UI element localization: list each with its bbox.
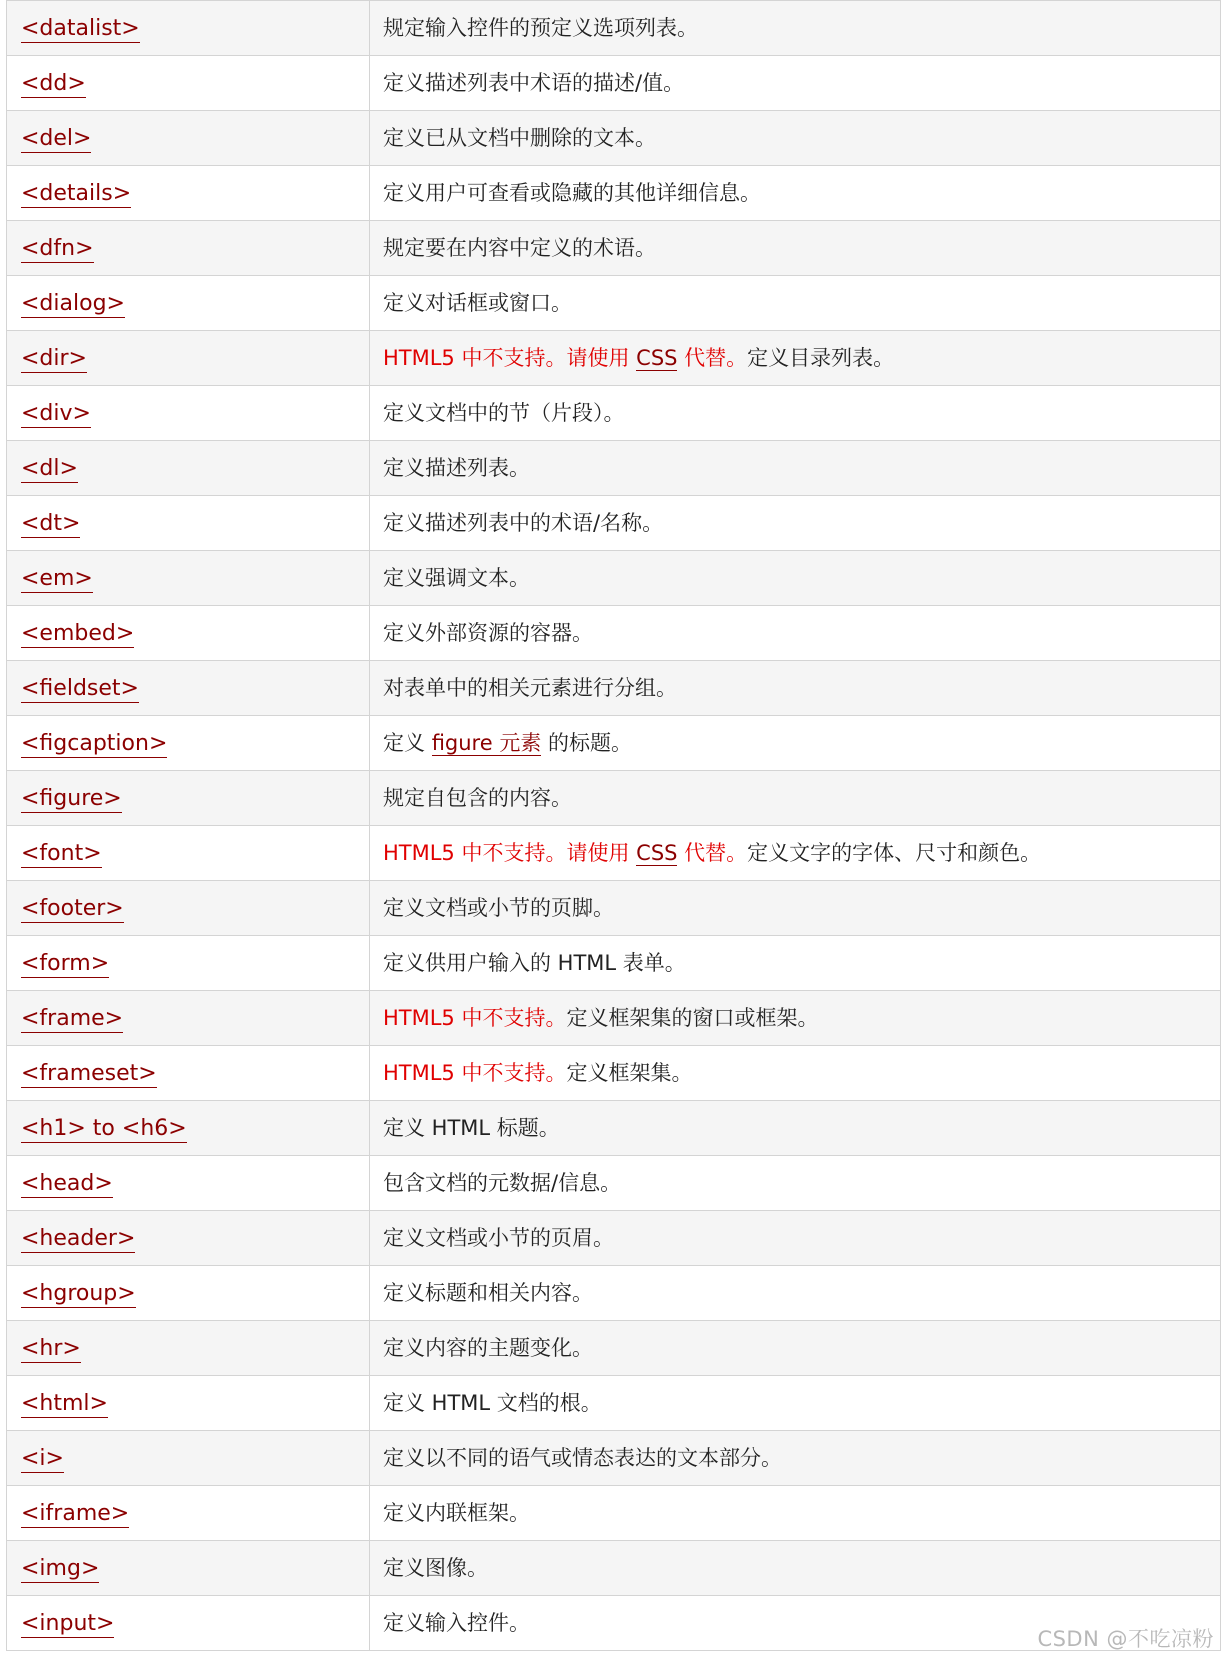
tag-link[interactable]: <div> [21, 400, 91, 426]
tag-cell [7, 1321, 370, 1376]
table-row [7, 1211, 1221, 1266]
tag-link[interactable]: <em> [21, 565, 93, 591]
table-row [7, 1046, 1221, 1101]
description-cell [370, 1321, 1221, 1376]
table-row [7, 1, 1221, 56]
tag-link[interactable]: <figure> [21, 785, 122, 811]
description-link[interactable]: CSS [636, 346, 678, 370]
tag-cell [7, 661, 370, 716]
tag-cell [7, 1596, 370, 1651]
description-cell [370, 331, 1221, 386]
deprecation-note: 代替。 [677, 346, 748, 370]
table-row [7, 441, 1221, 496]
tag-link[interactable]: <i> [21, 1445, 64, 1471]
description-cell [370, 1541, 1221, 1596]
table-row [7, 1101, 1221, 1156]
tag-cell [7, 331, 370, 386]
table-row [7, 1541, 1221, 1596]
tag-cell [7, 771, 370, 826]
table-row [7, 1156, 1221, 1211]
table-row [7, 881, 1221, 936]
table-row [7, 56, 1221, 111]
table-row [7, 331, 1221, 386]
description-text: 定义文字的字体、尺寸和颜色。 [747, 841, 1042, 865]
description-text: 定义强调文本。 [383, 566, 530, 590]
tag-link[interactable]: <dt> [21, 510, 81, 536]
tag-cell [7, 441, 370, 496]
tag-link[interactable]: <frame> [21, 1005, 124, 1031]
tag-cell [7, 111, 370, 166]
tag-link[interactable]: <form> [21, 950, 110, 976]
description-text: 定义内联框架。 [383, 1501, 530, 1525]
table-row [7, 771, 1221, 826]
tag-link[interactable]: <dd> [21, 70, 86, 96]
description-cell [370, 276, 1221, 331]
description-cell [370, 1211, 1221, 1266]
tag-link[interactable]: <dl> [21, 455, 78, 481]
tag-cell [7, 1156, 370, 1211]
description-cell [370, 991, 1221, 1046]
tag-link[interactable]: <iframe> [21, 1500, 130, 1526]
deprecation-note: HTML5 中不支持。 [383, 1006, 567, 1030]
table-row [7, 221, 1221, 276]
description-cell [370, 496, 1221, 551]
tag-link[interactable]: <hgroup> [21, 1280, 136, 1306]
table-row [7, 111, 1221, 166]
tag-link[interactable]: <embed> [21, 620, 135, 646]
table-row [7, 276, 1221, 331]
description-cell [370, 1486, 1221, 1541]
watermark: CSDN @不吃凉粉 [1037, 1627, 1214, 1651]
description-cell [370, 661, 1221, 716]
table-row [7, 1321, 1221, 1376]
description-cell [370, 881, 1221, 936]
description-link[interactable]: CSS [636, 841, 678, 865]
description-text: 定义描述列表。 [383, 456, 530, 480]
tag-link[interactable]: <head> [21, 1170, 113, 1196]
tag-link[interactable]: <dfn> [21, 235, 94, 261]
tag-cell [7, 1431, 370, 1486]
description-cell [370, 166, 1221, 221]
description-cell [370, 936, 1221, 991]
table-row [7, 551, 1221, 606]
tag-cell [7, 1541, 370, 1596]
tag-cell [7, 936, 370, 991]
description-text: 规定输入控件的预定义选项列表。 [383, 16, 698, 40]
tag-link[interactable]: <footer> [21, 895, 124, 921]
description-text: 定义输入控件。 [383, 1611, 530, 1635]
description-text: 定义框架集的窗口或框架。 [566, 1006, 819, 1030]
table-row [7, 386, 1221, 441]
tag-link[interactable]: <details> [21, 180, 132, 206]
description-cell [370, 111, 1221, 166]
tag-cell [7, 1211, 370, 1266]
tag-link[interactable]: <html> [21, 1390, 108, 1416]
table-row [7, 166, 1221, 221]
tag-link[interactable]: <del> [21, 125, 92, 151]
tag-cell [7, 56, 370, 111]
description-cell [370, 826, 1221, 881]
description-text: 定义 [383, 731, 432, 755]
tag-link[interactable]: <dialog> [21, 290, 125, 316]
table-row [7, 661, 1221, 716]
description-cell [370, 1, 1221, 56]
description-cell [370, 1101, 1221, 1156]
tag-link[interactable]: <input> [21, 1610, 115, 1636]
description-text: 定义用户可查看或隐藏的其他详细信息。 [383, 181, 761, 205]
tag-cell [7, 386, 370, 441]
description-text: 定义目录列表。 [747, 346, 895, 370]
description-text: 规定要在内容中定义的术语。 [383, 236, 656, 260]
description-text: 定义文档或小节的页眉。 [383, 1226, 614, 1250]
tag-cell [7, 276, 370, 331]
tag-reference-table [6, 0, 1221, 1651]
description-text: 定义 HTML 标题。 [383, 1116, 560, 1140]
description-text: 定义文档中的节（片段）。 [383, 401, 625, 425]
tag-cell [7, 1046, 370, 1101]
tag-cell [7, 1486, 370, 1541]
description-cell [370, 56, 1221, 111]
description-cell [370, 1431, 1221, 1486]
description-cell [370, 551, 1221, 606]
tag-link[interactable]: <datalist> [21, 15, 140, 41]
description-cell [370, 441, 1221, 496]
table-row [7, 1376, 1221, 1431]
tag-cell [7, 1101, 370, 1156]
tag-link[interactable]: <figcaption> [21, 730, 168, 756]
deprecation-note: 代替。 [677, 841, 748, 865]
description-cell [370, 221, 1221, 276]
description-text: 包含文档的元数据/信息。 [383, 1171, 622, 1195]
table-row [7, 826, 1221, 881]
description-link[interactable]: figure 元素 [431, 731, 542, 755]
tag-cell [7, 551, 370, 606]
description-text: 定义文档或小节的页脚。 [383, 896, 614, 920]
description-cell [370, 606, 1221, 661]
description-text: 定义已从文档中删除的文本。 [383, 126, 656, 150]
deprecation-note: HTML5 中不支持。 [383, 1061, 567, 1085]
description-text: 定义对话框或窗口。 [383, 291, 572, 315]
tag-link[interactable]: <frameset> [21, 1060, 157, 1086]
tag-cell [7, 881, 370, 936]
description-text: 定义以不同的语气或情态表达的文本部分。 [383, 1446, 782, 1470]
description-text: 对表单中的相关元素进行分组。 [383, 676, 677, 700]
table-row [7, 716, 1221, 771]
description-text: 定义图像。 [383, 1556, 488, 1580]
description-cell [370, 386, 1221, 441]
tag-link[interactable]: <font> [21, 840, 102, 866]
deprecation-note: HTML5 中不支持。请使用 [383, 841, 637, 865]
table-row [7, 1486, 1221, 1541]
tag-link[interactable]: <fieldset> [21, 675, 139, 701]
description-cell [370, 771, 1221, 826]
tag-cell [7, 1266, 370, 1321]
table-row [7, 1431, 1221, 1486]
table-body [7, 1, 1221, 1651]
tag-cell [7, 221, 370, 276]
tag-cell [7, 716, 370, 771]
table-row [7, 936, 1221, 991]
description-text: 定义供用户输入的 HTML 表单。 [383, 951, 686, 975]
description-text: 定义标题和相关内容。 [383, 1281, 593, 1305]
tag-cell [7, 1376, 370, 1431]
tag-link[interactable]: <dir> [21, 345, 87, 371]
deprecation-note: HTML5 中不支持。请使用 [383, 346, 637, 370]
tag-link[interactable]: <hr> [21, 1335, 81, 1361]
tag-cell [7, 606, 370, 661]
tag-cell [7, 826, 370, 881]
description-text: 定义 HTML 文档的根。 [383, 1391, 602, 1415]
tag-link[interactable]: <img> [21, 1555, 100, 1581]
description-cell [370, 1046, 1221, 1101]
tag-cell [7, 496, 370, 551]
tag-cell [7, 991, 370, 1046]
description-text: 规定自包含的内容。 [383, 786, 572, 810]
tag-link[interactable]: <h1> to <h6> [21, 1115, 187, 1141]
description-cell [370, 1266, 1221, 1321]
description-cell [370, 1156, 1221, 1211]
tag-cell [7, 1, 370, 56]
description-cell [370, 716, 1221, 771]
description-cell [370, 1376, 1221, 1431]
table-row [7, 1266, 1221, 1321]
description-text: 定义内容的主题变化。 [383, 1336, 593, 1360]
description-text: 的标题。 [541, 731, 633, 755]
tag-cell [7, 166, 370, 221]
table-row [7, 496, 1221, 551]
description-text: 定义描述列表中的术语/名称。 [383, 511, 664, 535]
description-text: 定义框架集。 [566, 1061, 693, 1085]
description-text: 定义描述列表中术语的描述/值。 [383, 71, 685, 95]
table-row [7, 991, 1221, 1046]
tag-link[interactable]: <header> [21, 1225, 136, 1251]
table-row [7, 606, 1221, 661]
description-text: 定义外部资源的容器。 [383, 621, 593, 645]
